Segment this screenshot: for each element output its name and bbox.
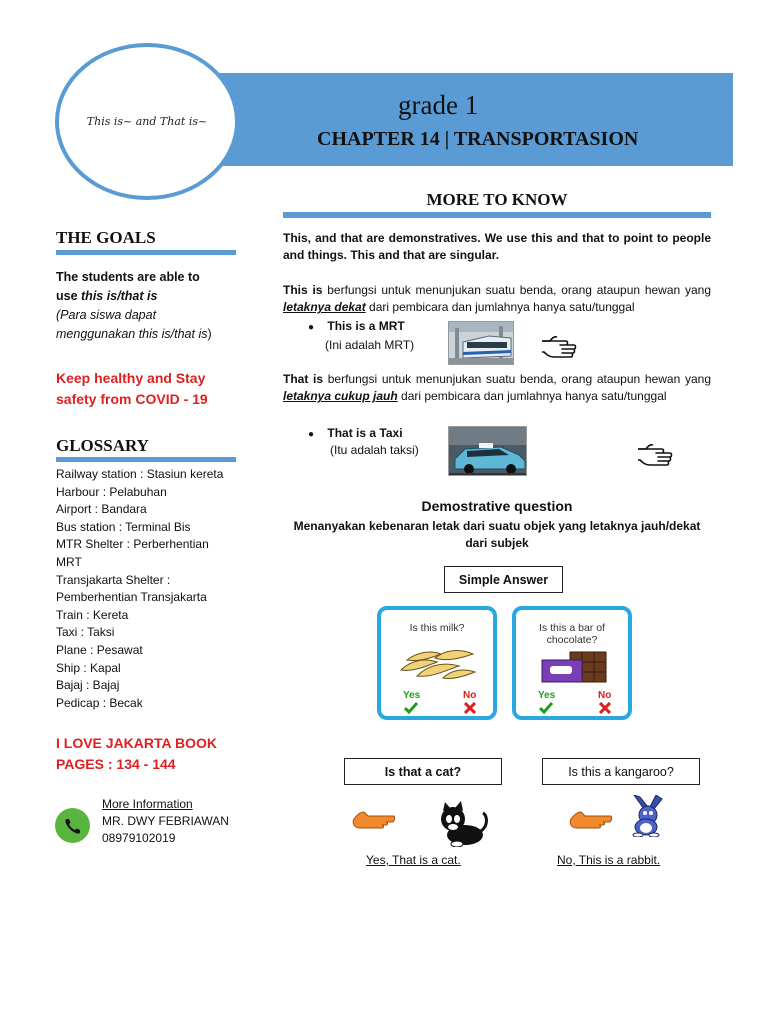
rabbit-illustration [626, 795, 674, 837]
taxi-translation: (Itu adalah taksi) [330, 443, 419, 457]
pointing-hand-icon [540, 329, 586, 367]
glossary-item: MTR Shelter : Perberhentian [56, 537, 209, 552]
orange-pointing-hand-icon [567, 810, 613, 832]
check-icon [404, 702, 418, 714]
cross-icon [464, 702, 476, 714]
chapter-title: CHAPTER 14 | TRANSPORTASION [317, 128, 639, 150]
goals-line-1: The students are able to [56, 270, 200, 284]
glossary-item: Bajaj : Bajaj [56, 678, 120, 693]
yes-label: Yes [538, 690, 556, 701]
glossary-item: Pemberhentian Transjakarta [56, 590, 207, 605]
chocolate-question-card [512, 606, 632, 720]
grade-title: grade 1 [398, 90, 479, 120]
contact-name: MR. DWY FEBRIAWAN [102, 814, 229, 828]
question-cat: Is that a cat? [344, 758, 502, 785]
no-label: No [463, 690, 477, 701]
glossary-item: Train : Kereta [56, 607, 129, 622]
goals-line-2: use this is/that is [56, 289, 158, 303]
glossary-item: Railway station : Stasiun kereta [56, 467, 224, 481]
glossary-item: MRT [56, 554, 82, 569]
glossary-item: Plane : Pesawat [56, 642, 143, 657]
mrt-translation: (Ini adalah MRT) [325, 338, 415, 352]
mrt-photo [448, 321, 514, 365]
orange-pointing-hand-icon [350, 810, 396, 832]
phone-icon [55, 808, 90, 843]
contact-info [102, 796, 229, 847]
glossary-item: Ship : Kapal [56, 660, 121, 675]
goals-divider [56, 250, 236, 255]
taxi-photo [448, 426, 527, 476]
mrt-bullet: ● This is a MRT [308, 319, 405, 333]
this-is-paragraph: This is berfungsi untuk menunjukan suatu benda, orang ataupun hewan yang letaknya dekat dari pembicara dan jumlahnya hanya satu/tunggal [283, 283, 711, 315]
glossary-item: Taxi : Taksi [56, 625, 115, 640]
book-reference [56, 733, 217, 775]
glossary-divider [56, 457, 236, 462]
cross-icon [599, 702, 611, 714]
more-to-know-divider [283, 212, 711, 218]
goals-title: THE GOALS [56, 228, 156, 247]
card-question: Is this a bar of chocolate? [539, 622, 605, 646]
no-label: No [598, 690, 612, 701]
more-to-know-title: MORE TO KNOW [426, 190, 568, 209]
title-circle [55, 43, 239, 200]
simple-answer-label: Simple Answer [444, 566, 563, 593]
glossary-item: Pedicap : Becak [56, 695, 143, 710]
book-line-1: I LOVE JAKARTA BOOK [56, 735, 218, 751]
answer-kangaroo: No, This is a rabbit. [557, 853, 661, 867]
glossary-item: Transjakarta Shelter : [56, 572, 171, 587]
answer-cat: Yes, That is a cat. [366, 853, 461, 867]
glossary-title: GLOSSARY [56, 436, 149, 455]
covid-line-1: Keep healthy and Stay [56, 370, 206, 386]
cat-illustration [437, 801, 489, 847]
glossary-item: Bus station : Terminal Bis [56, 519, 191, 534]
glossary-list [56, 466, 246, 712]
check-icon [539, 702, 553, 714]
contact-title: More Information [102, 797, 193, 811]
glossary-item: Harbour : Pelabuhan [56, 484, 167, 499]
goals-line-3: (Para siswa dapat [56, 308, 157, 322]
demonstrative-title: Demostrative question [421, 498, 573, 514]
circle-title: This is~ and That is~ [86, 115, 208, 128]
card-question: Is this milk? [409, 622, 465, 634]
covid-message [56, 368, 208, 410]
demonstrative-subtitle: Menanyakan kebenaran letak dari suatu objek yang letaknya jauh/dekat dari subjek [293, 519, 701, 551]
glossary-item: Airport : Bandara [56, 502, 147, 517]
covid-line-2: safety from COVID - 19 [56, 391, 208, 407]
pointing-hand-icon [636, 437, 682, 475]
intro-text: This, and that are demonstratives. We use this and that to point to people and things. This and that are singular. [283, 231, 711, 263]
question-kangaroo: Is this a kangaroo? [542, 758, 700, 785]
yes-label: Yes [403, 690, 421, 701]
contact-phone: 08979102019 [102, 831, 176, 845]
taxi-bullet: ● That is a Taxi [308, 426, 403, 440]
goals-line-4: menggunakan this is/that is) [56, 327, 212, 341]
goals-text [56, 268, 212, 344]
chocolate-illustration [540, 650, 610, 686]
milk-question-card [377, 606, 497, 720]
pasta-illustration [397, 640, 479, 684]
that-is-paragraph: That is berfungsi untuk menunjukan suatu benda, orang ataupun hewan yang letaknya cukup jauh dari pembicara dan jumlahnya hanya satu/tunggal [283, 372, 711, 404]
book-line-2: PAGES : 134 - 144 [56, 756, 176, 772]
